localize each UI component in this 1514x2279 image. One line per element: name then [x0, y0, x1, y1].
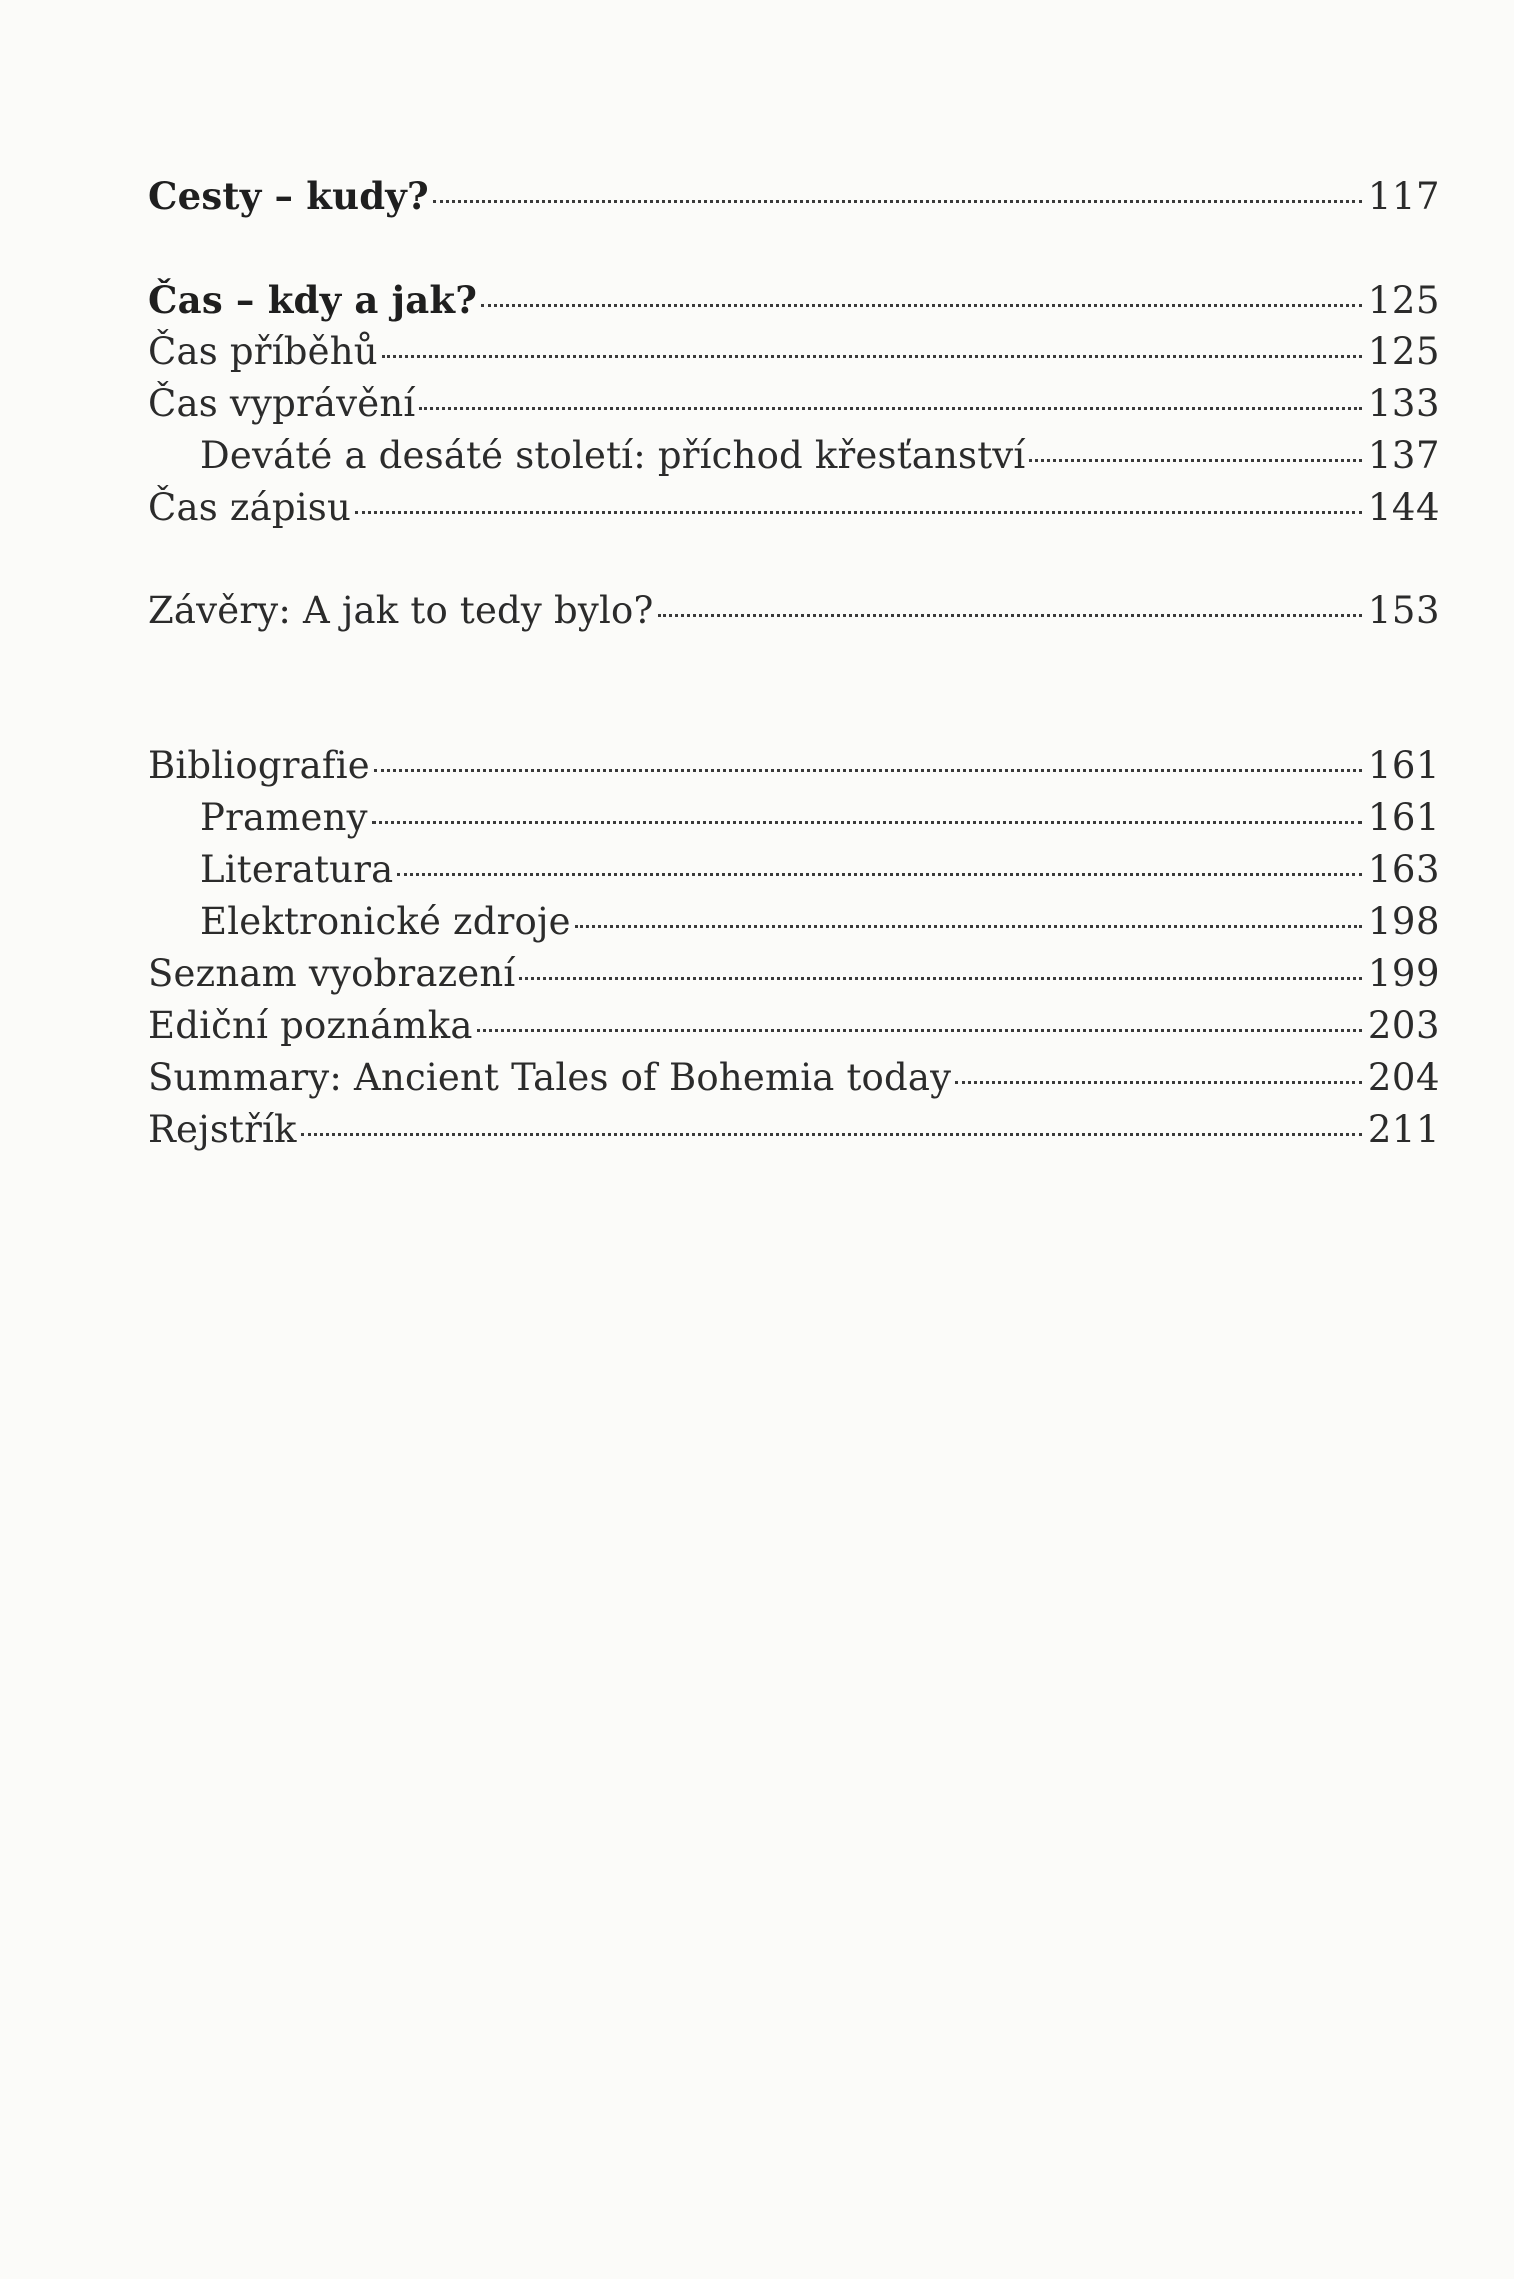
dot-leader: [372, 821, 1362, 824]
toc-entry-title: Ediční poznámka: [148, 1004, 473, 1047]
toc-entry-title: Deváté a desáté století: příchod křesťanství: [200, 434, 1026, 477]
toc-entry-page: 161: [1367, 744, 1440, 787]
toc-entry-page: 144: [1367, 486, 1440, 529]
toc-entry-page: 211: [1367, 1108, 1440, 1151]
toc-entry-bibliografie: [148, 740, 1440, 792]
dot-leader: [519, 977, 1361, 980]
toc-entry-title: Prameny: [200, 796, 368, 839]
toc-entry-cesty-kudy: [148, 170, 1440, 222]
toc-entry-page: 163: [1367, 848, 1440, 891]
dot-leader: [481, 304, 1362, 307]
toc-entry-page: 198: [1367, 900, 1440, 943]
toc-entry-title: Závěry: A jak to tedy bylo?: [148, 589, 654, 632]
toc-entry-title: Cesty – kudy?: [148, 174, 429, 218]
toc-entry-edicni-poznamka: [148, 1000, 1440, 1052]
toc-entry-page: 117: [1367, 175, 1440, 218]
dot-leader: [419, 407, 1361, 410]
dot-leader: [1029, 459, 1361, 462]
toc-entry-rejstrik: [148, 1104, 1440, 1156]
toc-entry-title: Čas příběhů: [148, 330, 378, 373]
toc-entry-title: Čas – kdy a jak?: [148, 278, 478, 322]
toc-entry-title: Bibliografie: [148, 744, 370, 787]
toc-entry-zavery: [148, 585, 1440, 637]
toc-entry-page: 125: [1367, 279, 1440, 322]
toc-entry-page: 204: [1367, 1056, 1440, 1099]
dot-leader: [397, 873, 1362, 876]
toc-entry-page: 125: [1367, 330, 1440, 373]
toc-entry-title: Čas vyprávění: [148, 382, 416, 425]
toc-entry-page: 153: [1367, 589, 1440, 632]
toc-entry-page: 137: [1367, 434, 1440, 477]
toc-entry-title: Elektronické zdroje: [200, 900, 571, 943]
dot-leader: [374, 769, 1362, 772]
toc-entry-summary: [148, 1052, 1440, 1104]
toc-entry-cas-kdy-a-jak: [148, 274, 1440, 326]
dot-leader: [477, 1029, 1362, 1032]
toc-entry-elektronicke-zdroje: [148, 896, 1440, 948]
toc-entry-title: Literatura: [200, 848, 394, 891]
dot-leader: [433, 200, 1362, 203]
toc-entry-cas-pribehu: [148, 326, 1440, 378]
dot-leader: [382, 355, 1362, 358]
toc-entry-page: 133: [1367, 382, 1440, 425]
toc-entry-title: Čas zápisu: [148, 486, 352, 529]
dot-leader: [658, 614, 1362, 617]
toc-entry-page: 199: [1367, 952, 1440, 995]
dot-leader: [355, 511, 1362, 514]
toc-entry-title: Rejstřík: [148, 1108, 297, 1151]
toc-entry-title: Seznam vyobrazení: [148, 952, 516, 995]
toc-entry-cas-zapisu: [148, 482, 1440, 534]
toc-entry-cas-vypraveni: [148, 378, 1440, 430]
toc-entry-literatura: [148, 844, 1440, 896]
toc-entry-prameny: [148, 792, 1440, 844]
toc-entry-page: 161: [1367, 796, 1440, 839]
dot-leader: [575, 925, 1362, 928]
toc-entry-seznam-vyobrazeni: [148, 948, 1440, 1000]
toc-entry-devate-a-desate-stoleti: [148, 430, 1440, 482]
toc-entry-page: 203: [1367, 1004, 1440, 1047]
dot-leader: [955, 1081, 1362, 1084]
dot-leader: [301, 1133, 1362, 1136]
toc-entry-title: Summary: Ancient Tales of Bohemia today: [148, 1056, 952, 1099]
